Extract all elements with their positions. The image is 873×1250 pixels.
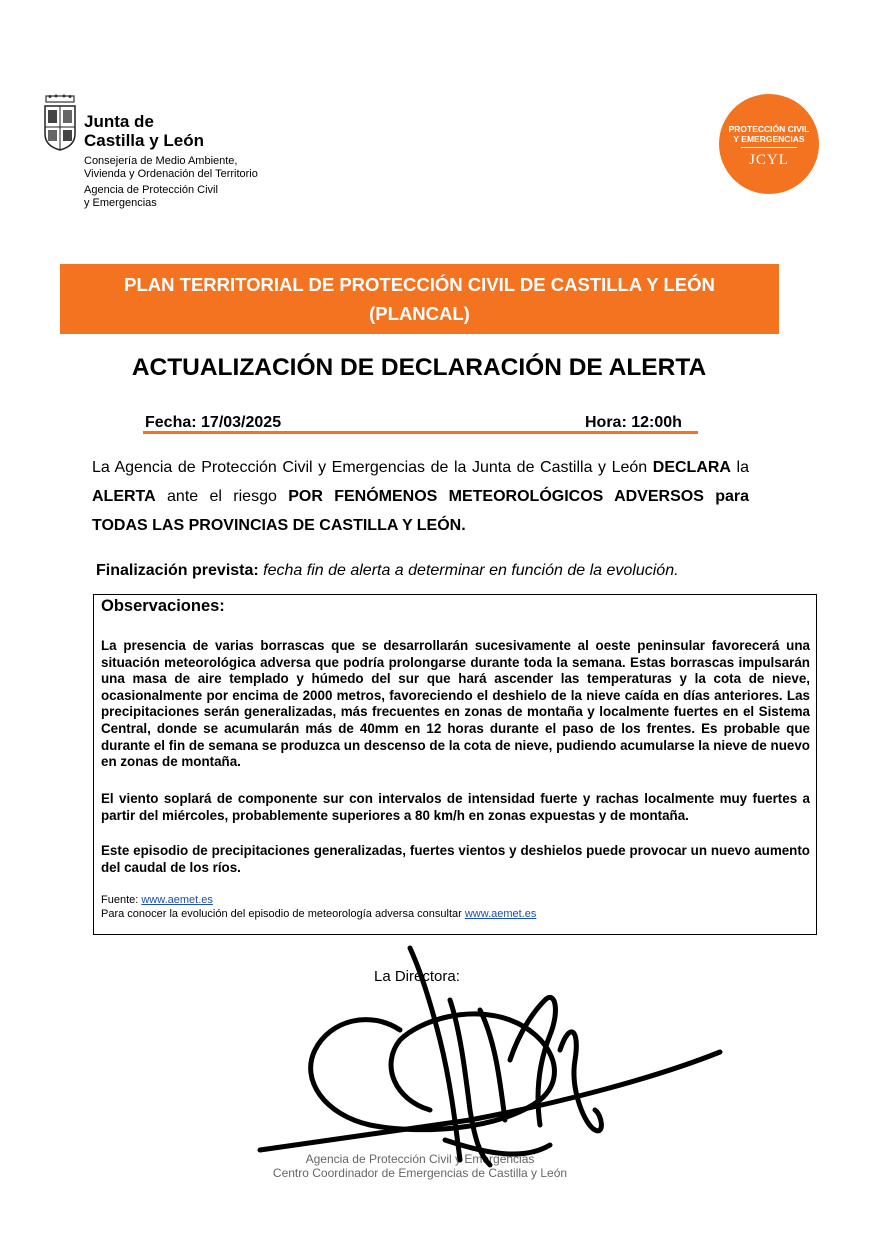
observaciones-paragraph-2: El viento soplará de componente sur con intervalos de intensidad fuerte y rachas localmente muy fuertes a partir del miércoles, probablemente superiores a 80 km/h en zonas expuestas y de montaña. — [101, 791, 810, 823]
finalizacion-value: fecha fin de alerta a determinar en función de la evolución. — [258, 562, 679, 579]
logo-subtitle: JCYL — [749, 152, 789, 168]
declaration-declara: DECLARA — [652, 459, 731, 476]
evolucion-line — [101, 908, 536, 920]
logo-title: PROTECCIÓN CIVIL Y EMERGENCIAS — [728, 124, 810, 144]
agencia-name: Agencia de Protección Civil y Emergencias — [84, 184, 218, 209]
observaciones-paragraph-3: Este episodio de precipitaciones generalizadas, fuertes vientos y deshielos puede provocar un nuevo aumento del caudal de los ríos. — [101, 843, 810, 875]
footer-centro: Centro Coordinador de Emergencias de Castilla y León — [272, 1166, 568, 1180]
observaciones-paragraph-1: La presencia de varias borrascas que se desarrollarán sucesivamente al oeste peninsular favorecerá una situación meteorológica adversa que podría prolongarse durante toda la semana. Estas borrascas impulsarán una masa de aire templado y húmedo del sur que hará ascender las temperaturas y la cota de nieve, ocasionalmente por encima de 2000 metros, favoreciendo el deshielo de la nieve caída en días anteriores. Las precipitaciones serán generalizadas, más frecuentes en zonas de montaña y localmente fuertes en el Sistema Central, donde se acumularán más de 40mm en 12 horas durante el paso de los frentes. Es probable que durante el fin de semana se produzca un descenso de la cota de nieve, pudiendo acumularse la nieve de nuevo en zonas de montaña. — [101, 638, 810, 770]
org-name: Junta de Castilla y León — [84, 112, 204, 150]
fecha: Fecha: 17/03/2025 — [145, 414, 282, 431]
date-underline — [143, 431, 698, 434]
finalizacion-prevista — [96, 562, 679, 580]
declaration-riesgo: POR FENÓMENOS METEOROLÓGICOS ADVERSOS — [288, 488, 704, 505]
proteccion-civil-logo — [719, 94, 819, 194]
handwritten-signature — [250, 940, 730, 1180]
evolucion-label: Para conocer la evolución del episodio de meteorología adversa consultar — [101, 908, 465, 920]
declaration-provincias: para TODAS LAS PROVINCIAS DE CASTILLA Y LEÓN. — [92, 488, 750, 534]
declaration-paragraph — [92, 453, 749, 540]
observaciones-title: Observaciones: — [101, 597, 225, 615]
fuente-line — [101, 894, 213, 906]
plan-banner — [60, 264, 779, 334]
evolucion-link[interactable]: www.aemet.es — [464, 908, 537, 920]
declaration-text-3: ante el riesgo — [155, 488, 289, 505]
coat-of-arms-icon — [42, 94, 78, 154]
declaration-text-2: la — [730, 459, 749, 476]
declaration-text-1: La Agencia de Protección Civil y Emergencias de la Junta de Castilla y León — [92, 459, 648, 476]
footer-agency: Agencia de Protección Civil y Emergencias — [305, 1152, 535, 1166]
signature-label: La Directora: — [374, 968, 460, 985]
hora: Hora: 12:00h — [585, 414, 682, 431]
declaration-alerta: ALERTA — [92, 488, 156, 505]
observaciones-box — [93, 594, 817, 935]
banner-line-1: PLAN TERRITORIAL DE PROTECCIÓN CIVIL DE CASTILLA Y LEÓN — [124, 274, 715, 295]
consejeria-name: Consejería de Medio Ambiente, Vivienda y Ordenación del Territorio — [84, 155, 258, 180]
junta-logo — [42, 94, 302, 214]
fuente-link[interactable]: www.aemet.es — [141, 894, 213, 906]
document-title: ACTUALIZACIÓN DE DECLARACIÓN DE ALERTA — [131, 354, 707, 381]
finalizacion-label: Finalización prevista: — [96, 562, 259, 579]
banner-line-2: (PLANCAL) — [369, 303, 470, 324]
logo-divider — [741, 147, 797, 148]
fuente-label: Fuente: — [101, 894, 142, 906]
